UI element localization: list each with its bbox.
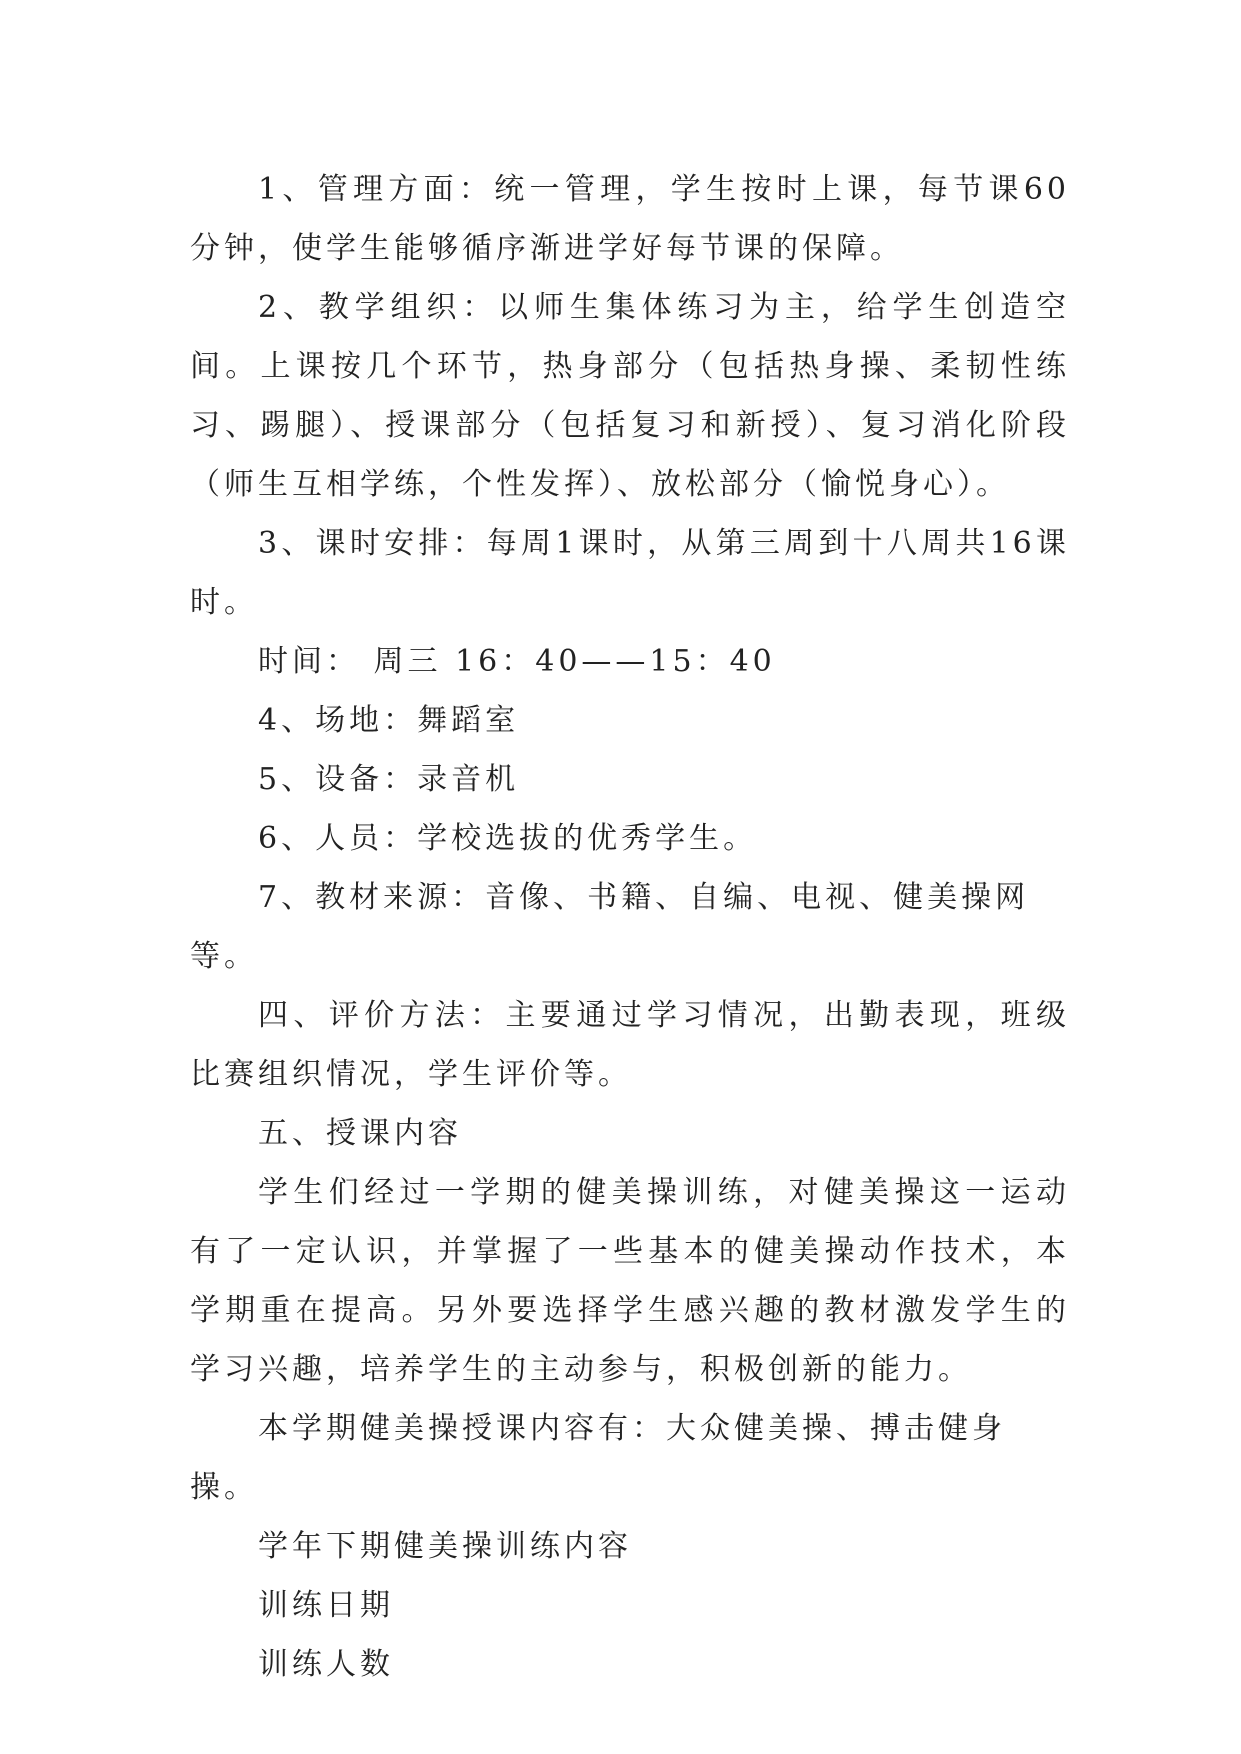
- paragraph-training-date: 训练日期: [258, 1588, 394, 1623]
- paragraph-management: 1、管理方面：统一管理，学生按时上课，每节课60分钟，使学生能够循序渐进学好每节课的保障。: [190, 172, 1070, 266]
- paragraph-class-schedule: 3、课时安排：每周1课时，从第三周到十八周共16课时。: [190, 526, 1070, 620]
- heading-teaching-content: 五、授课内容: [258, 1116, 462, 1151]
- paragraph-teaching-organization: 2、教学组织：以师生集体练习为主，给学生创造空间。上课按几个环节，热身部分（包括热身操、柔韧性练习、踢腿）、授课部分（包括复习和新授）、复习消化阶段（师生互相学练，个性发挥）、放松部分（愉悦身心）。: [190, 290, 1070, 502]
- paragraph-evaluation-method: 四、评价方法：主要通过学习情况，出勤表现，班级比赛组织情况，学生评价等。: [190, 998, 1070, 1092]
- paragraph-time: 时间： 周三 16：40——15：40: [258, 644, 776, 679]
- paragraph-training-count: 训练人数: [258, 1647, 394, 1682]
- paragraph-semester-content: 本学期健美操授课内容有：大众健美操、搏击健身操。: [190, 1411, 1006, 1505]
- paragraph-material-source: 7、教材来源：音像、书籍、自编、电视、健美操网等。: [190, 880, 1030, 974]
- paragraph-training-title: 学年下期健美操训练内容: [258, 1529, 632, 1564]
- paragraph-equipment: 5、设备：录音机: [258, 762, 520, 797]
- paragraph-content-description: 学生们经过一学期的健美操训练，对健美操这一运动有了一定认识，并掌握了一些基本的健美操动作技术，本学期重在提高。另外要选择学生感兴趣的教材激发学生的学习兴趣，培养学生的主动参与，积极创新的能力。: [190, 1175, 1070, 1387]
- document-body: [190, 160, 1070, 1694]
- paragraph-venue: 4、场地：舞蹈室: [258, 703, 520, 738]
- paragraph-personnel: 6、人员：学校选拔的优秀学生。: [258, 821, 758, 856]
